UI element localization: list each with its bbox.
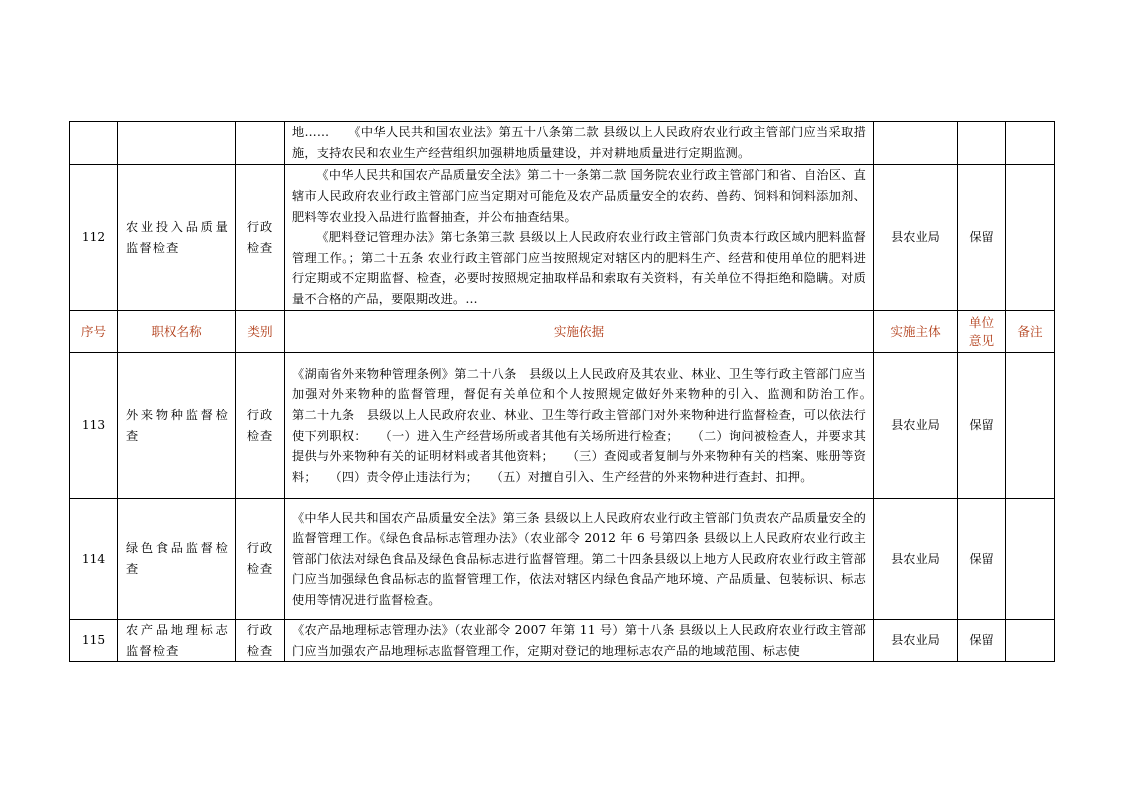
category-line-2: 检查 xyxy=(246,643,274,658)
authority-name: 农产品地理标志监督检查 xyxy=(118,620,236,662)
category xyxy=(236,499,285,620)
legal-basis xyxy=(285,165,874,311)
basis-paragraph: 地…… 《中华人民共和国农业法》第五十八条第二款 县级以上人民政府农业行政主管部门应当采取措施，支持农民和农业生产经营组织加强耕地质量建设，并对耕地质量进行定期监测。 xyxy=(292,125,866,160)
row-number: 115 xyxy=(70,620,118,662)
implementing-body xyxy=(874,122,958,165)
header-row xyxy=(70,311,1055,353)
implementing-body: 县农业局 xyxy=(874,165,958,311)
basis-paragraph: 《农产品地理标志管理办法》（农业部令 2007 年第 11 号）第十八条 县级以上人民政府农业行政主管部门应当加强农产品地理标志监督管理工作，定期对登记的地理标志农产品的地域范围、标志使 xyxy=(292,623,866,658)
category-line-1: 行政 xyxy=(246,541,274,556)
remark xyxy=(1006,165,1055,311)
row-number: 112 xyxy=(70,165,118,311)
table-row xyxy=(70,499,1055,620)
unit-opinion: 保留 xyxy=(958,620,1006,662)
unit-opinion: 保留 xyxy=(958,353,1006,499)
implementing-body: 县农业局 xyxy=(874,620,958,662)
category-line-1: 行政 xyxy=(246,407,274,422)
unit-opinion: 保留 xyxy=(958,499,1006,620)
table-row xyxy=(70,122,1055,165)
row-number: 114 xyxy=(70,499,118,620)
header-category: 类别 xyxy=(236,311,285,353)
remark xyxy=(1006,499,1055,620)
legal-basis xyxy=(285,499,874,620)
legal-basis xyxy=(285,620,874,662)
table-row xyxy=(70,353,1055,499)
header-opinion-line-2: 意见 xyxy=(968,332,995,348)
legal-basis xyxy=(285,353,891,499)
authority-name: 外来物种监督检查 xyxy=(118,353,236,499)
unit-opinion: 保留 xyxy=(958,165,1006,311)
header-basis: 实施依据 xyxy=(285,311,874,353)
header-body: 实施主体 xyxy=(874,311,958,353)
header-opinion-line-1: 单位 xyxy=(968,314,995,330)
category-line-1: 行政 xyxy=(246,623,274,637)
basis-paragraph: 《中华人民共和国农产品质量安全法》第二十一条第二款 国务院农业行政主管部门和省、自治区、直辖市人民政府农业行政主管部门应当定期对可能危及农产品质量安全的农药、兽药、饲料和饲料添加剂、肥料等农业投入品进行监督抽查，并公布抽查结果。 xyxy=(292,168,866,224)
unit-opinion xyxy=(958,122,1006,165)
basis-paragraph: 《湖南省外来物种管理条例》第二十八条 县级以上人民政府及其农业、林业、卫生等行政主管部门应当加强对外来物种的监督管理，督促有关单位和个人按照规定做好外来物种的引入、监测和防治工作。 第二十九条 县级以上人民政府农业、林业、卫生等行政主管部门对外来物种进行监督检查，可以依法行使下列职权： （一）进入生产经营场所或者其他有关场所进行检查； （二）询问被检查人，并要求其提供与外来物种有关的证明材料或者其他资料； （三）查阅或者复制与外来物种有关的档案、账册等资料； （四）责令停止违法行为； （五）对擅自引入、生产经营的外来物种进行查封、扣押。 xyxy=(292,366,891,484)
remark xyxy=(1006,620,1055,662)
category-line-2: 检查 xyxy=(246,240,274,255)
category xyxy=(236,620,285,662)
row-number xyxy=(70,122,118,165)
category-line-2: 检查 xyxy=(246,562,274,576)
category xyxy=(236,165,285,311)
header-opinion xyxy=(958,311,1006,353)
header-no: 序号 xyxy=(70,311,118,353)
authority-name: 农业投入品质量监督检查 xyxy=(118,165,236,311)
remark xyxy=(1006,122,1055,165)
legal-basis xyxy=(285,122,874,165)
implementing-body: 县农业局 xyxy=(874,353,958,499)
category-line-2: 检查 xyxy=(246,428,274,443)
category xyxy=(236,122,285,165)
table-row xyxy=(70,165,1055,311)
header-name: 职权名称 xyxy=(118,311,236,353)
table-body xyxy=(70,122,1055,662)
table-row xyxy=(70,620,1055,662)
row-number: 113 xyxy=(70,353,118,499)
remark xyxy=(1006,353,1055,499)
authority-name xyxy=(118,122,236,165)
authority-name: 绿色食品监督检查 xyxy=(118,499,236,620)
basis-paragraph: 《中华人民共和国农产品质量安全法》第三条 县级以上人民政府农业行政主管部门负责农产品质量安全的监督管理工作。《绿色食品标志管理办法》（农业部令 2012 年 6 号第四条 县级以上人民政府农业行政主管部门依法对绿色食品及绿色食品标志进行监督管理。第二十四条县级以上地方人民政府农业行政主管部门应当加强绿色食品标志的监督管理工作，依法对辖区内绿色食品产地环境、产品质量、包装标识、标志使用等情况进行监督检查。 xyxy=(292,510,866,607)
basis-paragraph: 《肥料登记管理办法》第七条第三款 县级以上人民政府农业行政主管部门负责本行政区域内肥料监督管理工作。；第二十五条 农业行政主管部门应当按照规定对辖区内的肥料生产、经营和使用单位的肥料进行定期或不定期监督、检查，必要时按照规定抽取样品和索取有关资料，有关单位不得拒绝和隐瞒。对质量不合格的产品，要限期改进。… xyxy=(292,230,866,306)
authority-table xyxy=(69,121,1055,662)
category xyxy=(236,353,285,499)
category-line-1: 行政 xyxy=(246,219,274,234)
implementing-body: 县农业局 xyxy=(874,499,958,620)
header-remark: 备注 xyxy=(1006,311,1055,353)
